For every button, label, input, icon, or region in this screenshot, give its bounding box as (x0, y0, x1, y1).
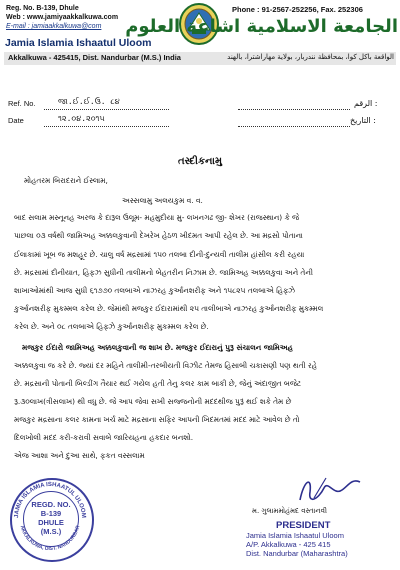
stamp-ring-top: JAMIA ISLAMIA ISHAATUL ULOOM (13, 481, 87, 519)
ref-label: Ref. No. (8, 99, 36, 108)
ref-label-ar: : الرقم (354, 99, 378, 108)
president-title: PRESIDENT (276, 520, 331, 531)
address-ar: الواقعة باكل كوا، بمحافظة نندربار، بولاية مهاراشترا، بالهند (227, 53, 394, 61)
letter-line: અક્કલકુવા જ કરે છે. જ્યાં દર મહિને તાલીમી-તરબીયતી વિઝીટ તેમજ હિસાબી ચકાસણી પણ થતી રહે (14, 361, 318, 370)
president-org: Jamia Islamia Ishaatul Uloom (246, 531, 344, 540)
stamp-ring-bottom: AKKALKUWA, DIST. NANDURBAR (18, 524, 82, 553)
letter-line: ઈલાકામાં ખૂબ જ મશહૂર છે. ચાલુ વર્ષ મદ્રસામાં ૧૫૦ તલબા દીની-દુન્યવી તાલીમ હાંસીલ કરી રહયા (14, 250, 305, 259)
header-contact (6, 4, 118, 31)
signatory-name-gu: મ. ગુલામમોહંમદ વસ્તાનવી (252, 507, 327, 515)
greeting: અસ્સલામુ અલયકુમ વ. વ. (122, 196, 203, 205)
ref-value: જા.ઈ.ઈ.ઉ. ૮૪ (58, 97, 120, 106)
date-label-ar: : التاريخ (350, 116, 377, 125)
institute-name-ar: الجامعة الاسلامية اشاعة العلوم (125, 16, 398, 37)
institute-name-en: Jamia Islamia Ishaatul Uloom (5, 37, 152, 49)
president-district: Dist. Nandurbar (Maharashtra) (246, 549, 348, 558)
letter-line: કરેલ છે. અને ૦૮ તલબાએ હિફ્ઝે કુર્આનશરીફ મુકમ્મલ કરેલ છે. (14, 322, 209, 331)
date-value: ૧૨.૦૪.૨૦૧૫ (58, 114, 105, 123)
date-ar-line (238, 125, 350, 127)
institute-stamp (10, 478, 94, 562)
letter-line: દિલખોલી મદદ કરી-કરાવી સવાબે જારિયહના હકદાર બનશો. (14, 433, 194, 442)
date-label: Date (8, 116, 24, 125)
letter-line: પાછલા ૦૩ વર્ષથી જામિઅહ અક્કલકુવાની દેખરેખ હેઠળ ખીદમત આપી રહેલ છે. આ મદ્રસો પોતાના (14, 231, 303, 240)
letter-line: મજકુર ઈદારો જામિઅહ અક્કલકુવાની જ શાખ છે. મજકુર ઈદારાનું પુરૂ સંચાલન જામિઅહ (22, 343, 293, 352)
president-block (246, 520, 396, 558)
letter-line: એજ આશા અને દુઆ સાથે, ફકત વસ્સલામ (14, 451, 145, 460)
letter-line: છે. મદ્રસાની પોતાની બિલ્ડીંગ તૈયાર થઈ ગયેલ હતી તેનુ કલર કામ બાકી છે, જેનું અંદાજીત બજેટ (14, 379, 302, 388)
address-en: Akkalkuwa - 425415, Dist. Nandurbar (M.S.) India (8, 53, 181, 62)
stamp-line: (M.S.) (40, 527, 62, 536)
stamp-line: REGD. NO. (31, 500, 71, 509)
letter-line: રૂ.૩૦લાખ(ત્રીસલાખ) થી વધુ છે. જે આપ જેવા સખી સજ્જનોની મદદથીજ પુરૂં થઈ શકે તેમ છે (14, 397, 292, 406)
date-line (44, 125, 169, 127)
ref-line (44, 108, 169, 110)
letter-line: શાખાઓમાંથી આજ સુધી ૬૧૭૭૦ તલબાએ નાઝરહ કુર્આનશરીફ અને ૧૫૮૨૫ તલબાએ હિફ્ઝે (14, 286, 295, 295)
handwritten-signature (290, 470, 370, 510)
letter-line: કુર્આનશરીફ મુકમ્મલ કરેલ છે. જેમાંથી મજકુર ઈદારામાંથી ૨૫ તાલીબાએ નાઝરહ કુર્આનશરીફ મુકમ્મલ (14, 304, 324, 313)
email[interactable]: E-mail : jamiaakkalkuwa@com (6, 23, 102, 30)
phone-fax: Phone : 91-2567-252256, Fax. 252306 (232, 5, 363, 14)
letter-line: મજકુર મદ્રસાના કલર કામના ખર્ચ માટે મદ્રસાના સફિર આપની ખિદમતમાં મદદ માટે આવેલ છે તો (14, 415, 300, 424)
letter-title: તસ્દીકનામુ (177, 156, 223, 167)
salutation: મોહતરમ બિરાદરાને ઈસ્લામ, (24, 176, 108, 185)
reg-no: Reg. No. B-139, Dhule (6, 5, 79, 12)
website[interactable]: Web : www.jamiyaakkalkuwa.com (6, 14, 119, 21)
stamp-line: DHULE (38, 518, 64, 527)
letter-line: છે. મદ્રસામાં દીનીયાત, હિફ્ઝ સુધીની તાલીમનો બેહતરીન નિઝામ છે. જામિઅહ અક્કલકુવા અને તેની (14, 268, 313, 277)
letter-line: બાદ સલામ મસ્નૂનહ અરજ કે દારૂલ ઉલૂમ- મહમુદીયા મુ- લખનગઢ જી- શેખર (રાજસ્થાન) કે જે (14, 213, 300, 222)
ref-ar-line (238, 108, 350, 110)
president-post: A/P. Akkalkuwa - 425 415 (246, 540, 331, 549)
stamp-line: B-139 (40, 509, 62, 518)
stamp-inner-circle (23, 491, 79, 547)
